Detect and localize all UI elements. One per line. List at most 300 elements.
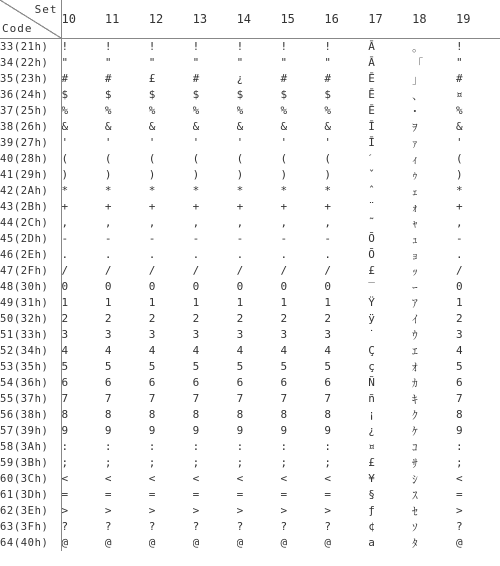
table-row xyxy=(0,503,500,519)
glyph-cell: 4 xyxy=(61,344,69,357)
glyph-cell: ¤ xyxy=(368,440,375,453)
glyph-cell: ; xyxy=(192,456,200,469)
header-corner-cell xyxy=(0,0,61,38)
glyph-cell: ? xyxy=(324,520,331,533)
glyph-cell: ˜ xyxy=(368,216,375,229)
glyph-cell: 6 xyxy=(61,376,69,389)
glyph-cell: § xyxy=(368,488,375,501)
code-cell: 33(21h) xyxy=(0,38,61,55)
code-cell: 48(30h) xyxy=(0,279,61,295)
table-row xyxy=(0,391,500,407)
glyph-cell: 1 xyxy=(280,296,288,309)
table-row xyxy=(0,71,500,87)
table-row xyxy=(0,183,500,199)
glyph-cell: + xyxy=(192,200,200,213)
set-header: 14 xyxy=(237,0,281,38)
glyph-cell: 0 xyxy=(280,280,288,293)
glyph-cell: 6 xyxy=(148,376,156,389)
glyph-cell: % xyxy=(456,104,463,117)
code-cell: 51(33h) xyxy=(0,327,61,343)
glyph-cell: 1 xyxy=(324,296,331,309)
glyph-cell: ｻ xyxy=(412,456,418,470)
set-header: 15 xyxy=(280,0,324,38)
header-row xyxy=(0,0,500,38)
glyph-cell: 5 xyxy=(280,360,288,373)
table-row xyxy=(0,87,500,103)
glyph-cell: ñ xyxy=(368,392,375,405)
glyph-cell: @ xyxy=(148,536,156,549)
glyph-cell: @ xyxy=(61,536,69,549)
glyph-cell: 4 xyxy=(280,344,288,357)
glyph-cell: ﾀ xyxy=(412,536,418,550)
glyph-cell: 」 xyxy=(412,72,424,86)
glyph-cell: ¤ xyxy=(456,88,463,101)
glyph-cell: 9 xyxy=(61,424,69,437)
glyph-cell: 6 xyxy=(456,376,463,389)
glyph-cell: + xyxy=(280,200,288,213)
glyph-cell: , xyxy=(61,216,69,229)
glyph-cell: + xyxy=(104,200,112,213)
code-axis-label: Code xyxy=(2,21,33,35)
code-cell: 36(24h) xyxy=(0,87,61,103)
glyph-cell: 5 xyxy=(148,360,156,373)
table-row xyxy=(0,327,500,343)
table-row xyxy=(0,439,500,455)
set-header: 19 xyxy=(456,0,500,38)
glyph-cell: ' xyxy=(61,136,69,149)
code-cell: 41(29h) xyxy=(0,167,61,183)
glyph-cell: ÿ xyxy=(368,312,375,325)
glyph-cell: ｡ xyxy=(412,40,418,54)
glyph-cell: % xyxy=(280,104,288,117)
glyph-cell: ; xyxy=(236,456,244,469)
glyph-cell: / xyxy=(280,264,288,277)
glyph-cell: " xyxy=(148,56,156,69)
glyph-cell: $ xyxy=(236,88,244,101)
glyph-cell: - xyxy=(192,232,200,245)
table-row xyxy=(0,455,500,471)
glyph-cell: 4 xyxy=(148,344,156,357)
glyph-cell: ? xyxy=(280,520,288,533)
glyph-cell: Ē xyxy=(368,88,375,101)
glyph-cell: . xyxy=(192,248,200,261)
set-header: 16 xyxy=(324,0,368,38)
character-rows xyxy=(0,38,500,551)
glyph-cell: 8 xyxy=(280,408,288,421)
code-cell: 64(40h) xyxy=(0,535,61,551)
glyph-cell: 2 xyxy=(61,312,69,325)
table-row xyxy=(0,279,500,295)
glyph-cell: ¿ xyxy=(368,424,375,437)
glyph-cell: Ÿ xyxy=(368,296,375,309)
table-row xyxy=(0,151,500,167)
glyph-cell: ｽ xyxy=(412,488,418,502)
glyph-cell: ｹ xyxy=(412,424,418,438)
glyph-cell: 2 xyxy=(324,312,331,325)
code-cell: 56(38h) xyxy=(0,407,61,423)
glyph-cell: " xyxy=(324,56,331,69)
glyph-cell: > xyxy=(324,504,331,517)
glyph-cell: ｲ xyxy=(412,312,418,326)
glyph-cell: " xyxy=(236,56,244,69)
glyph-cell: 4 xyxy=(104,344,112,357)
glyph-cell: Ō xyxy=(368,248,375,261)
glyph-cell: ? xyxy=(192,520,200,533)
glyph-cell: ｧ xyxy=(412,136,418,150)
glyph-cell: : xyxy=(324,440,331,453)
glyph-cell: ¨ xyxy=(368,200,375,213)
glyph-cell: ｪ xyxy=(412,184,418,198)
glyph-cell: 2 xyxy=(104,312,112,325)
code-cell: 52(34h) xyxy=(0,343,61,359)
glyph-cell: 2 xyxy=(456,312,463,325)
glyph-cell: * xyxy=(61,184,69,197)
glyph-cell: / xyxy=(104,264,112,277)
glyph-cell: ｦ xyxy=(412,120,418,134)
glyph-cell: 7 xyxy=(280,392,288,405)
table-row xyxy=(0,311,500,327)
code-cell: 49(31h) xyxy=(0,295,61,311)
glyph-cell: ( xyxy=(280,152,288,165)
table-row xyxy=(0,263,500,279)
glyph-cell: # xyxy=(456,72,463,85)
glyph-cell: £ xyxy=(368,264,375,277)
table-row xyxy=(0,295,500,311)
glyph-cell: / xyxy=(61,264,69,277)
glyph-cell: 9 xyxy=(324,424,331,437)
glyph-cell: 1 xyxy=(61,296,69,309)
glyph-cell: ｭ xyxy=(412,232,418,246)
glyph-cell: ? xyxy=(236,520,244,533)
glyph-cell: 7 xyxy=(324,392,331,405)
glyph-cell: : xyxy=(280,440,288,453)
glyph-cell: = xyxy=(324,488,331,501)
glyph-cell: Ī xyxy=(368,136,375,149)
glyph-cell: ' xyxy=(104,136,112,149)
glyph-cell: ' xyxy=(192,136,200,149)
glyph-cell: 6 xyxy=(324,376,331,389)
glyph-cell: Ī xyxy=(368,120,375,133)
table-row xyxy=(0,487,500,503)
glyph-cell: ( xyxy=(61,152,69,165)
glyph-cell: ' xyxy=(324,136,331,149)
glyph-cell: ) xyxy=(280,168,288,181)
glyph-cell: ' xyxy=(148,136,156,149)
glyph-cell: Ā xyxy=(368,56,375,69)
glyph-cell: ｬ xyxy=(412,216,418,230)
table-row xyxy=(0,135,500,151)
glyph-cell: % xyxy=(104,104,112,117)
glyph-cell: ｩ xyxy=(412,168,418,182)
glyph-cell: * xyxy=(324,184,331,197)
table-row xyxy=(0,343,500,359)
code-cell: 63(3Fh) xyxy=(0,519,61,535)
glyph-cell: * xyxy=(280,184,288,197)
glyph-cell: ' xyxy=(236,136,244,149)
set-axis-label: Set xyxy=(34,3,58,16)
glyph-cell: ) xyxy=(236,168,244,181)
glyph-cell: 8 xyxy=(324,408,331,421)
glyph-cell: 「 xyxy=(412,56,424,70)
glyph-cell: " xyxy=(104,56,112,69)
glyph-cell: 4 xyxy=(324,344,331,357)
table-row xyxy=(0,103,500,119)
glyph-cell: ; xyxy=(61,456,69,469)
glyph-cell: ｾ xyxy=(412,504,418,518)
glyph-cell: 2 xyxy=(192,312,200,325)
glyph-cell: $ xyxy=(104,88,112,101)
table-row xyxy=(0,119,500,135)
glyph-cell: ‾ xyxy=(368,280,375,293)
glyph-cell: = xyxy=(148,488,156,501)
glyph-cell: % xyxy=(236,104,244,117)
glyph-cell: 0 xyxy=(104,280,112,293)
glyph-cell: 3 xyxy=(148,328,156,341)
glyph-cell: 8 xyxy=(456,408,463,421)
glyph-cell: > xyxy=(148,504,156,517)
glyph-cell: ｺ xyxy=(412,440,418,454)
glyph-cell: 7 xyxy=(104,392,112,405)
glyph-cell: & xyxy=(148,120,156,133)
table-row xyxy=(0,407,500,423)
glyph-cell: < xyxy=(148,472,156,485)
table-row xyxy=(0,359,500,375)
glyph-cell: & xyxy=(192,120,200,133)
glyph-cell: ˊ xyxy=(368,152,372,165)
table-row xyxy=(0,231,500,247)
glyph-cell: = xyxy=(236,488,244,501)
glyph-cell: / xyxy=(324,264,331,277)
glyph-cell: ｿ xyxy=(412,520,418,534)
table-row xyxy=(0,519,500,535)
table-row xyxy=(0,471,500,487)
glyph-cell: > xyxy=(236,504,244,517)
glyph-cell: 8 xyxy=(61,408,69,421)
glyph-cell: - xyxy=(61,232,69,245)
glyph-cell: 3 xyxy=(61,328,69,341)
glyph-cell: . xyxy=(324,248,331,261)
glyph-cell: Ē xyxy=(368,104,375,117)
glyph-cell: 9 xyxy=(192,424,200,437)
glyph-cell: 7 xyxy=(456,392,463,405)
glyph-cell: $ xyxy=(280,88,288,101)
glyph-cell: 0 xyxy=(61,280,69,293)
table-row xyxy=(0,167,500,183)
glyph-cell: 5 xyxy=(61,360,69,373)
glyph-cell: > xyxy=(456,504,463,517)
glyph-cell: ! xyxy=(148,40,156,53)
table-row xyxy=(0,423,500,439)
glyph-cell: " xyxy=(61,56,69,69)
glyph-cell: : xyxy=(456,440,463,453)
glyph-cell: , xyxy=(324,216,331,229)
glyph-cell: + xyxy=(324,200,331,213)
glyph-cell: ? xyxy=(104,520,112,533)
glyph-cell: * xyxy=(104,184,112,197)
glyph-cell: : xyxy=(148,440,156,453)
glyph-cell: ( xyxy=(192,152,200,165)
glyph-cell: Ç xyxy=(368,344,375,357)
glyph-cell: ; xyxy=(324,456,331,469)
glyph-cell: # xyxy=(280,72,288,85)
glyph-cell: 8 xyxy=(236,408,244,421)
glyph-cell: $ xyxy=(148,88,156,101)
glyph-cell: 3 xyxy=(324,328,331,341)
glyph-cell: 4 xyxy=(236,344,244,357)
glyph-cell: ｮ xyxy=(412,248,418,262)
glyph-cell: + xyxy=(236,200,244,213)
glyph-cell: ･ xyxy=(412,104,418,118)
glyph-cell: $ xyxy=(61,88,69,101)
glyph-cell: @ xyxy=(104,536,112,549)
glyph-cell: & xyxy=(280,120,288,133)
glyph-cell: ˆ xyxy=(368,184,375,197)
glyph-cell: ¥ xyxy=(368,472,375,485)
glyph-cell: ; xyxy=(148,456,156,469)
glyph-cell: 7 xyxy=(148,392,156,405)
code-cell: 35(23h) xyxy=(0,71,61,87)
code-cell: 34(22h) xyxy=(0,55,61,71)
glyph-cell: , xyxy=(148,216,156,229)
glyph-cell: . xyxy=(456,248,463,261)
glyph-cell: : xyxy=(236,440,244,453)
glyph-cell: > xyxy=(280,504,288,517)
glyph-cell: 3 xyxy=(192,328,200,341)
glyph-cell: : xyxy=(192,440,200,453)
glyph-cell: ) xyxy=(61,168,69,181)
glyph-cell: # xyxy=(61,72,69,85)
set-header: 17 xyxy=(368,0,412,38)
glyph-cell: % xyxy=(324,104,331,117)
set-header: 12 xyxy=(149,0,193,38)
glyph-cell: 2 xyxy=(280,312,288,325)
glyph-cell: ; xyxy=(456,456,463,469)
glyph-cell: / xyxy=(148,264,156,277)
glyph-cell: , xyxy=(104,216,112,229)
glyph-cell: ? xyxy=(148,520,156,533)
glyph-cell: ｸ xyxy=(412,408,418,422)
glyph-cell: ｵ xyxy=(412,360,418,374)
code-cell: 45(2Dh) xyxy=(0,231,61,247)
glyph-cell: 7 xyxy=(236,392,244,405)
glyph-cell: . xyxy=(236,248,244,261)
glyph-cell: / xyxy=(192,264,200,277)
glyph-cell: 8 xyxy=(104,408,112,421)
glyph-cell: ( xyxy=(236,152,244,165)
glyph-cell: ( xyxy=(456,152,463,165)
glyph-cell: / xyxy=(456,264,463,277)
glyph-cell: 8 xyxy=(148,408,156,421)
glyph-cell: ) xyxy=(192,168,200,181)
glyph-cell: " xyxy=(456,56,463,69)
glyph-cell: 2 xyxy=(236,312,244,325)
glyph-cell: 5 xyxy=(192,360,200,373)
glyph-cell: , xyxy=(280,216,288,229)
glyph-cell: Ē xyxy=(368,72,375,85)
glyph-cell: 0 xyxy=(324,280,331,293)
glyph-cell: ¡ xyxy=(368,408,375,421)
code-cell: 58(3Ah) xyxy=(0,439,61,455)
glyph-cell: * xyxy=(456,184,463,197)
glyph-cell: < xyxy=(192,472,200,485)
code-cell: 37(25h) xyxy=(0,103,61,119)
code-cell: 54(36h) xyxy=(0,375,61,391)
glyph-cell: # xyxy=(104,72,112,85)
glyph-cell: ! xyxy=(104,40,112,53)
glyph-cell: - xyxy=(104,232,112,245)
glyph-cell: 4 xyxy=(192,344,200,357)
glyph-cell: ｫ xyxy=(412,200,418,214)
glyph-cell: £ xyxy=(368,456,375,469)
glyph-cell: ? xyxy=(61,520,69,533)
glyph-cell: * xyxy=(148,184,156,197)
glyph-cell: @ xyxy=(236,536,244,549)
code-cell: 43(2Bh) xyxy=(0,199,61,215)
glyph-cell: ˙ xyxy=(368,328,375,341)
code-cell: 40(28h) xyxy=(0,151,61,167)
glyph-cell: = xyxy=(104,488,112,501)
glyph-cell: ( xyxy=(148,152,156,165)
glyph-cell: 9 xyxy=(236,424,244,437)
glyph-cell: + xyxy=(61,200,69,213)
glyph-cell: ) xyxy=(456,168,463,181)
glyph-cell: : xyxy=(104,440,112,453)
glyph-cell: $ xyxy=(324,88,331,101)
glyph-cell: - xyxy=(324,232,331,245)
glyph-cell: ! xyxy=(192,40,200,53)
glyph-cell: 1 xyxy=(192,296,200,309)
glyph-cell: ｰ xyxy=(412,280,418,294)
glyph-cell: Ñ xyxy=(368,376,375,389)
code-cell: 38(26h) xyxy=(0,119,61,135)
glyph-cell: ! xyxy=(280,40,288,53)
glyph-cell: 9 xyxy=(456,424,463,437)
glyph-cell: < xyxy=(104,472,112,485)
glyph-cell: : xyxy=(61,440,69,453)
set-header: 13 xyxy=(193,0,237,38)
glyph-cell: > xyxy=(61,504,69,517)
glyph-cell: & xyxy=(104,120,112,133)
glyph-cell: 8 xyxy=(192,408,200,421)
code-cell: 53(35h) xyxy=(0,359,61,375)
glyph-cell: " xyxy=(280,56,288,69)
glyph-cell: - xyxy=(280,232,288,245)
glyph-cell: ç xyxy=(368,360,375,373)
glyph-cell: Ā xyxy=(368,40,375,53)
glyph-cell: # xyxy=(324,72,331,85)
glyph-cell: = xyxy=(192,488,200,501)
glyph-cell: ) xyxy=(148,168,156,181)
glyph-cell: 0 xyxy=(456,280,463,293)
glyph-cell: = xyxy=(456,488,463,501)
code-cell: 59(3Bh) xyxy=(0,455,61,471)
glyph-cell: £ xyxy=(148,72,156,85)
glyph-cell: ｳ xyxy=(412,328,418,342)
glyph-cell: 7 xyxy=(61,392,69,405)
table-row xyxy=(0,38,500,55)
glyph-cell: 3 xyxy=(280,328,288,341)
glyph-cell: ｴ xyxy=(412,344,418,358)
glyph-cell: 5 xyxy=(324,360,331,373)
glyph-cell: 5 xyxy=(236,360,244,373)
code-cell: 60(3Ch) xyxy=(0,471,61,487)
glyph-cell: & xyxy=(61,120,69,133)
glyph-cell: ! xyxy=(456,40,463,53)
code-cell: 62(3Eh) xyxy=(0,503,61,519)
glyph-cell: * xyxy=(236,184,244,197)
glyph-cell: ｨ xyxy=(412,152,418,166)
code-cell: 47(2Fh) xyxy=(0,263,61,279)
